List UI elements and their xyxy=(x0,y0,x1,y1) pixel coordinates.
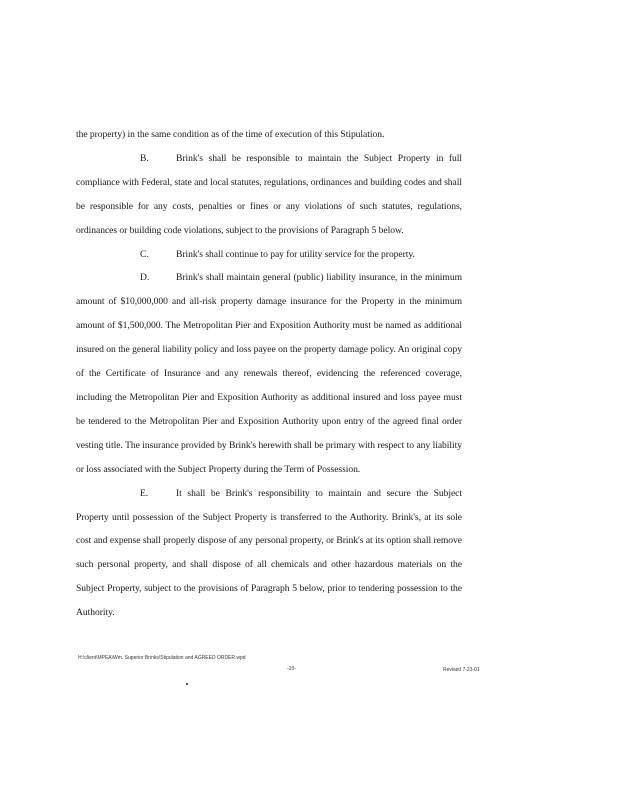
footer-page-number: -10- xyxy=(287,666,296,672)
paragraph-text: the property) in the same condition as of the time of execution of this Stipulation. xyxy=(76,129,385,140)
paragraph-text: Brink's shall maintain general (public) liability insurance, in the minimum amount of $10,000,000 and all-risk property damage insurance for the Property in the minimum amount of $1,500,000. The Metropolitan Pier and Exposition Authority must be named as additional insured on the general liability policy and loss payee on the property damage policy. An original copy of the Certificate of Insurance and any renewals thereof, evidencing the referenced coverage, including the Metropolitan Pier and Exposition Authority as additional insured and loss payee must be tendered to the Metropolitan Pier and Exposition Authority upon entry of the agreed final order vesting title. The insurance provided by Brink's herewith shall be primary with respect to any liability or loss associated with the Subject Property during the Term of Possession. xyxy=(76,272,462,475)
paragraph-text: It shall be Brink's responsibility to maintain and secure the Subject Property until possession of the Subject Property is transferred to the Authority. Brink's, at its sole cost and expense shall properly dispose of any personal property, or Brink's at its option shall remove such personal property, and shall dispose of all chemicals and other hazardous materials on the Subject Property, subject to the provisions of Paragraph 5 below, prior to tendering possession to the Authority. xyxy=(76,487,462,619)
footer-revised-date: Revised 7-23-01 xyxy=(443,667,480,673)
paragraph-c xyxy=(76,243,462,267)
paragraph-label: C. xyxy=(140,248,149,260)
scan-speck xyxy=(186,683,188,685)
paragraph-d xyxy=(76,266,462,481)
footer-file-path: H:\client\MPEA\Wm. Superior Brinks\Stipulation and AGREED ORDER.wpd xyxy=(78,655,246,661)
document-body xyxy=(76,123,462,625)
paragraph-text: Brink's shall be responsible to maintain the Subject Property in full compliance with Federal, state and local statutes, regulations, ordinances and building codes and shall be responsible for any costs, penalties or fines or any violations of such statutes, regulations, ordinances or building code violations, subject to the provisions of Paragraph 5 below. xyxy=(76,152,462,236)
paragraph-label: B. xyxy=(140,152,149,164)
paragraph-label: D. xyxy=(140,272,150,284)
paragraph-e xyxy=(76,482,462,625)
paragraph-b xyxy=(76,147,462,243)
paragraph-text: Brink's shall continue to pay for utility service for the property. xyxy=(176,248,415,260)
paragraph-label: E. xyxy=(140,487,149,499)
paragraph-continuation xyxy=(76,123,462,147)
